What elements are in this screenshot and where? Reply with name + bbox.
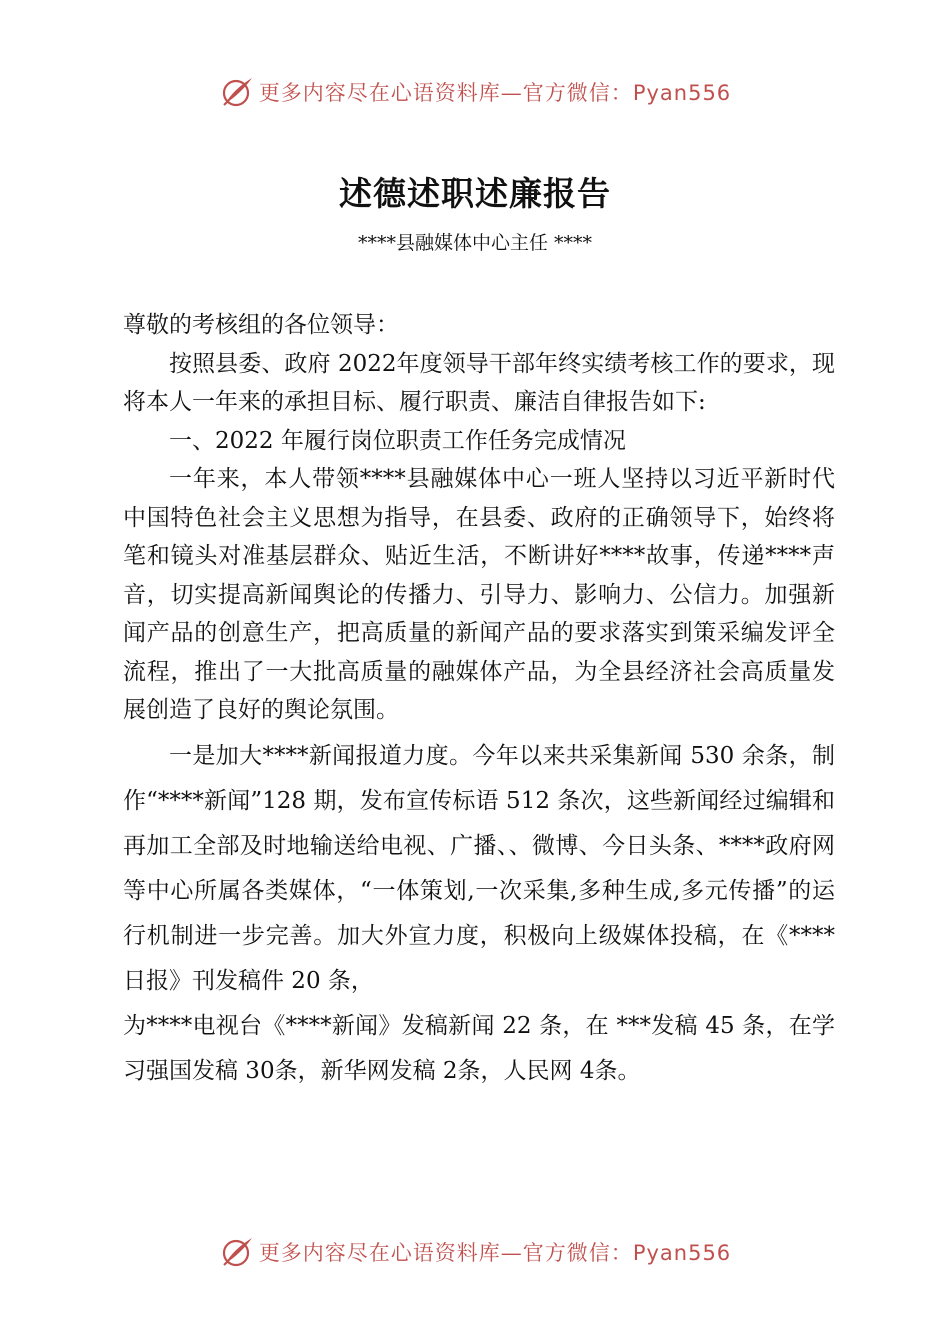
footer-watermark-banner	[0, 1230, 950, 1274]
section-heading: 一、2022 年履行岗位职责工作任务完成情况	[169, 427, 626, 454]
body-paragraph: 一年来，本人带领****县融媒体中心一班人坚持以习近平新时代中国特色社会主义思想为指导，在县委、政府的正确领导下，始终将笔和镜头对准基层群众、贴近生活，不断讲好****故事，传递****声音，切实提高新闻舆论的传播力、引导力、影响力、公信力。加强新闻产品的创意生产，把高质量的新闻产品的要求落实到策采编发评全流程，推出了一大批高质量的融媒体产品，为全县经济社会高质量发展创造了良好的舆论氛围。	[123, 466, 835, 723]
quill-logo-icon	[219, 74, 255, 110]
header-watermark-banner	[0, 70, 950, 114]
watermark-text: 更多内容尽在心语资料库—官方微信：Pyan556	[258, 81, 732, 105]
document-title: 述德述职述廉报告	[339, 174, 611, 213]
document-subtitle: ****县融媒体中心主任 ****	[357, 232, 593, 254]
document-body	[123, 306, 835, 1094]
body-paragraph: 为****电视台《****新闻》发稿新闻 22 条，在 ***发稿 45 条，在学习强国发稿 30条，新华网发稿 2条，人民网 4条。	[123, 1012, 835, 1084]
body-paragraph: 一是加大****新闻报道力度。今年以来共采集新闻 530 余条，制作“****新闻”128 期，发布宣传标语 512 条次，这些新闻经过编辑和再加工全部及时地输送给电视、广播、、微博、今日头条、****政府网等中心所属各类媒体，“一体策划,一次采集,多种生成,多元传播”的运行机制进一步完善。加大外宣力度，积极向上级媒体投稿，在《****日报》刊发稿件 20 条，	[123, 742, 835, 994]
quill-logo-icon	[219, 1234, 255, 1270]
intro-paragraph: 按照县委、政府 2022年度领导干部年终实绩考核工作的要求，现将本人一年来的承担目标、履行职责、廉洁自律报告如下:	[123, 350, 835, 415]
watermark-text: 更多内容尽在心语资料库—官方微信：Pyan556	[258, 1241, 732, 1265]
salutation: 尊敬的考核组的各位领导：	[123, 312, 399, 338]
